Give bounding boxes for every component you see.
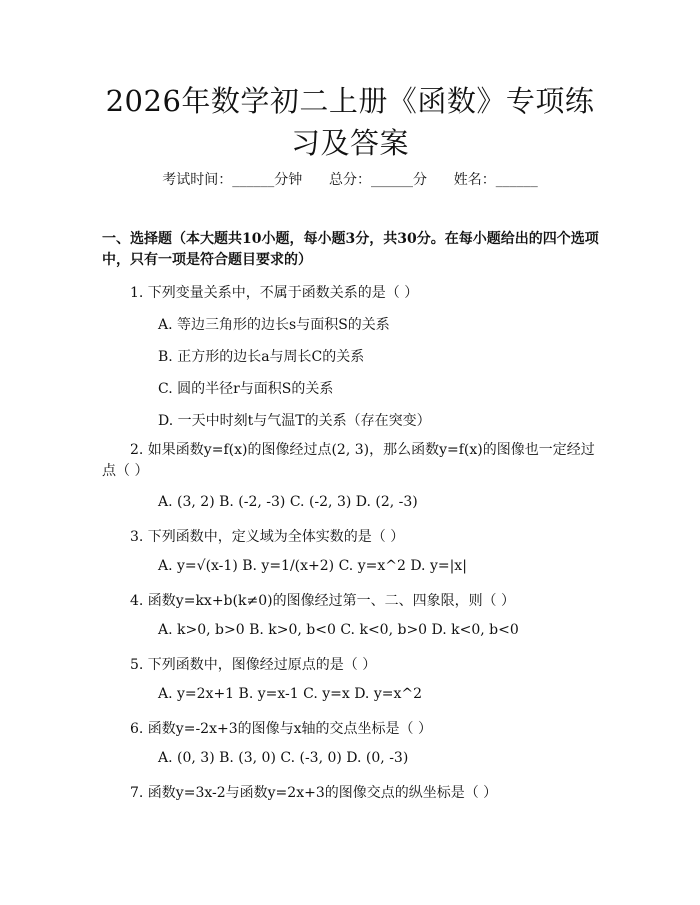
- question-6-options: A. (0, 3) B. (3, 0) C. (-3, 0) D. (0, -3): [158, 750, 409, 766]
- question-1: 1. 下列变量关系中，不属于函数关系的是（ ）: [130, 285, 419, 301]
- question-5-options: A. y=2x+1 B. y=x-1 C. y=x D. y=x^2: [158, 686, 423, 702]
- question-4: 4. 函数y=kx+b(k≠0)的图像经过第一、二、四象限，则（ ）: [130, 593, 516, 609]
- question-3-options: A. y=√(x-1) B. y=1/(x+2) C. y=x^2 D. y=|x|: [158, 558, 467, 574]
- question-5: 5. 下列函数中，图像经过原点的是（ ）: [130, 657, 377, 673]
- question-1-option-a: A. 等边三角形的边长s与面积S的关系: [158, 317, 390, 333]
- question-6: 6. 函数y=-2x+3的图像与x轴的交点坐标是（ ）: [130, 721, 432, 737]
- question-7: 7. 函数y=3x-2与函数y=2x+3的图像交点的纵坐标是（ ）: [130, 785, 498, 801]
- question-1-option-d: D. 一天中时刻t与气温T的关系（存在突变）: [158, 413, 431, 429]
- exam-info: 考试时间：______分钟 总分：______分 姓名：______: [162, 172, 538, 188]
- question-2-options: A. (3, 2) B. (-2, -3) C. (-2, 3) D. (2, -3): [158, 494, 418, 510]
- section-heading: 一、选择题（本大题共10小题，每小题3分，共30分。在每小题给出的四个选项中，只有一项是符合题目要求的）: [102, 231, 599, 268]
- question-4-options: A. k>0, b>0 B. k>0, b<0 C. k<0, b>0 D. k<0, b<0: [158, 622, 519, 638]
- question-2: 2. 如果函数y=f(x)的图像经过点(2, 3)，那么函数y=f(x)的图像也一定经过点（ ）: [102, 442, 595, 479]
- page-title: 2026年数学初二上册《函数》专项练习及答案: [105, 84, 595, 160]
- question-1-option-b: B. 正方形的边长a与周长C的关系: [158, 349, 365, 365]
- question-1-option-c: C. 圆的半径r与面积S的关系: [158, 381, 334, 397]
- question-3: 3. 下列函数中，定义域为全体实数的是（ ）: [130, 529, 405, 545]
